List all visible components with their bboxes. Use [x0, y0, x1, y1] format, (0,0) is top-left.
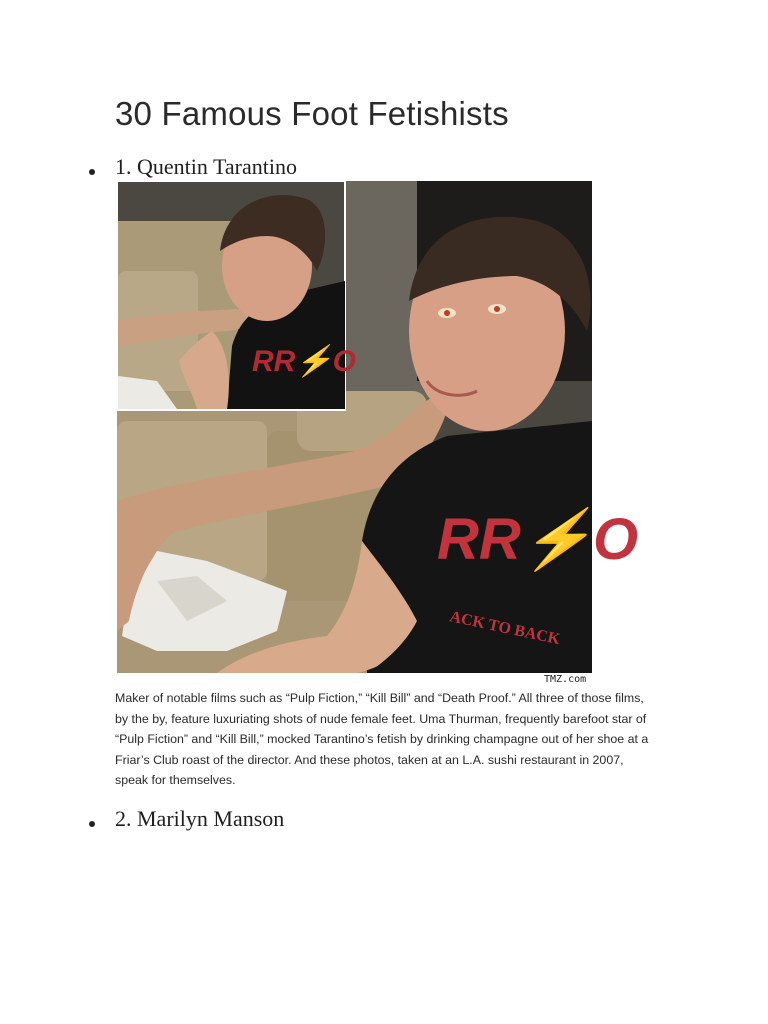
inset-shirt-print: RR⚡O: [252, 345, 357, 378]
item-description-1: Maker of notable films such as “Pulp Fiction,” “Kill Bill” and “Death Proof.” All three of those films, by the by, feature luxuriating shots of nude female feet. Uma Thurman, frequently barefoot star of “Pulp Fiction” and “Kill Bill,” mocked Tarantino’s fetish by drinking champagne out of her shoe at a Friar’s Club roast of the director. And these photos, taken at an L.A. sushi restaurant in 2007, speak for themselves.: [115, 691, 649, 788]
bullet-icon: [89, 169, 95, 175]
shirt-print-top: RR⚡O: [437, 507, 639, 572]
item-heading-2: 2. Marilyn Manson: [115, 806, 285, 831]
photo-credit: TMZ.com: [544, 674, 587, 685]
photo-tarantino: [117, 181, 639, 673]
list-item-1: [0, 152, 768, 182]
shirt-print-bottom: ACK TO BACK: [448, 608, 562, 649]
list-item-2: [0, 804, 768, 834]
item-heading-1: 1. Quentin Tarantino: [115, 154, 297, 179]
bullet-icon: [89, 821, 95, 827]
page-title: 30 Famous Foot Fetishists: [115, 95, 509, 132]
